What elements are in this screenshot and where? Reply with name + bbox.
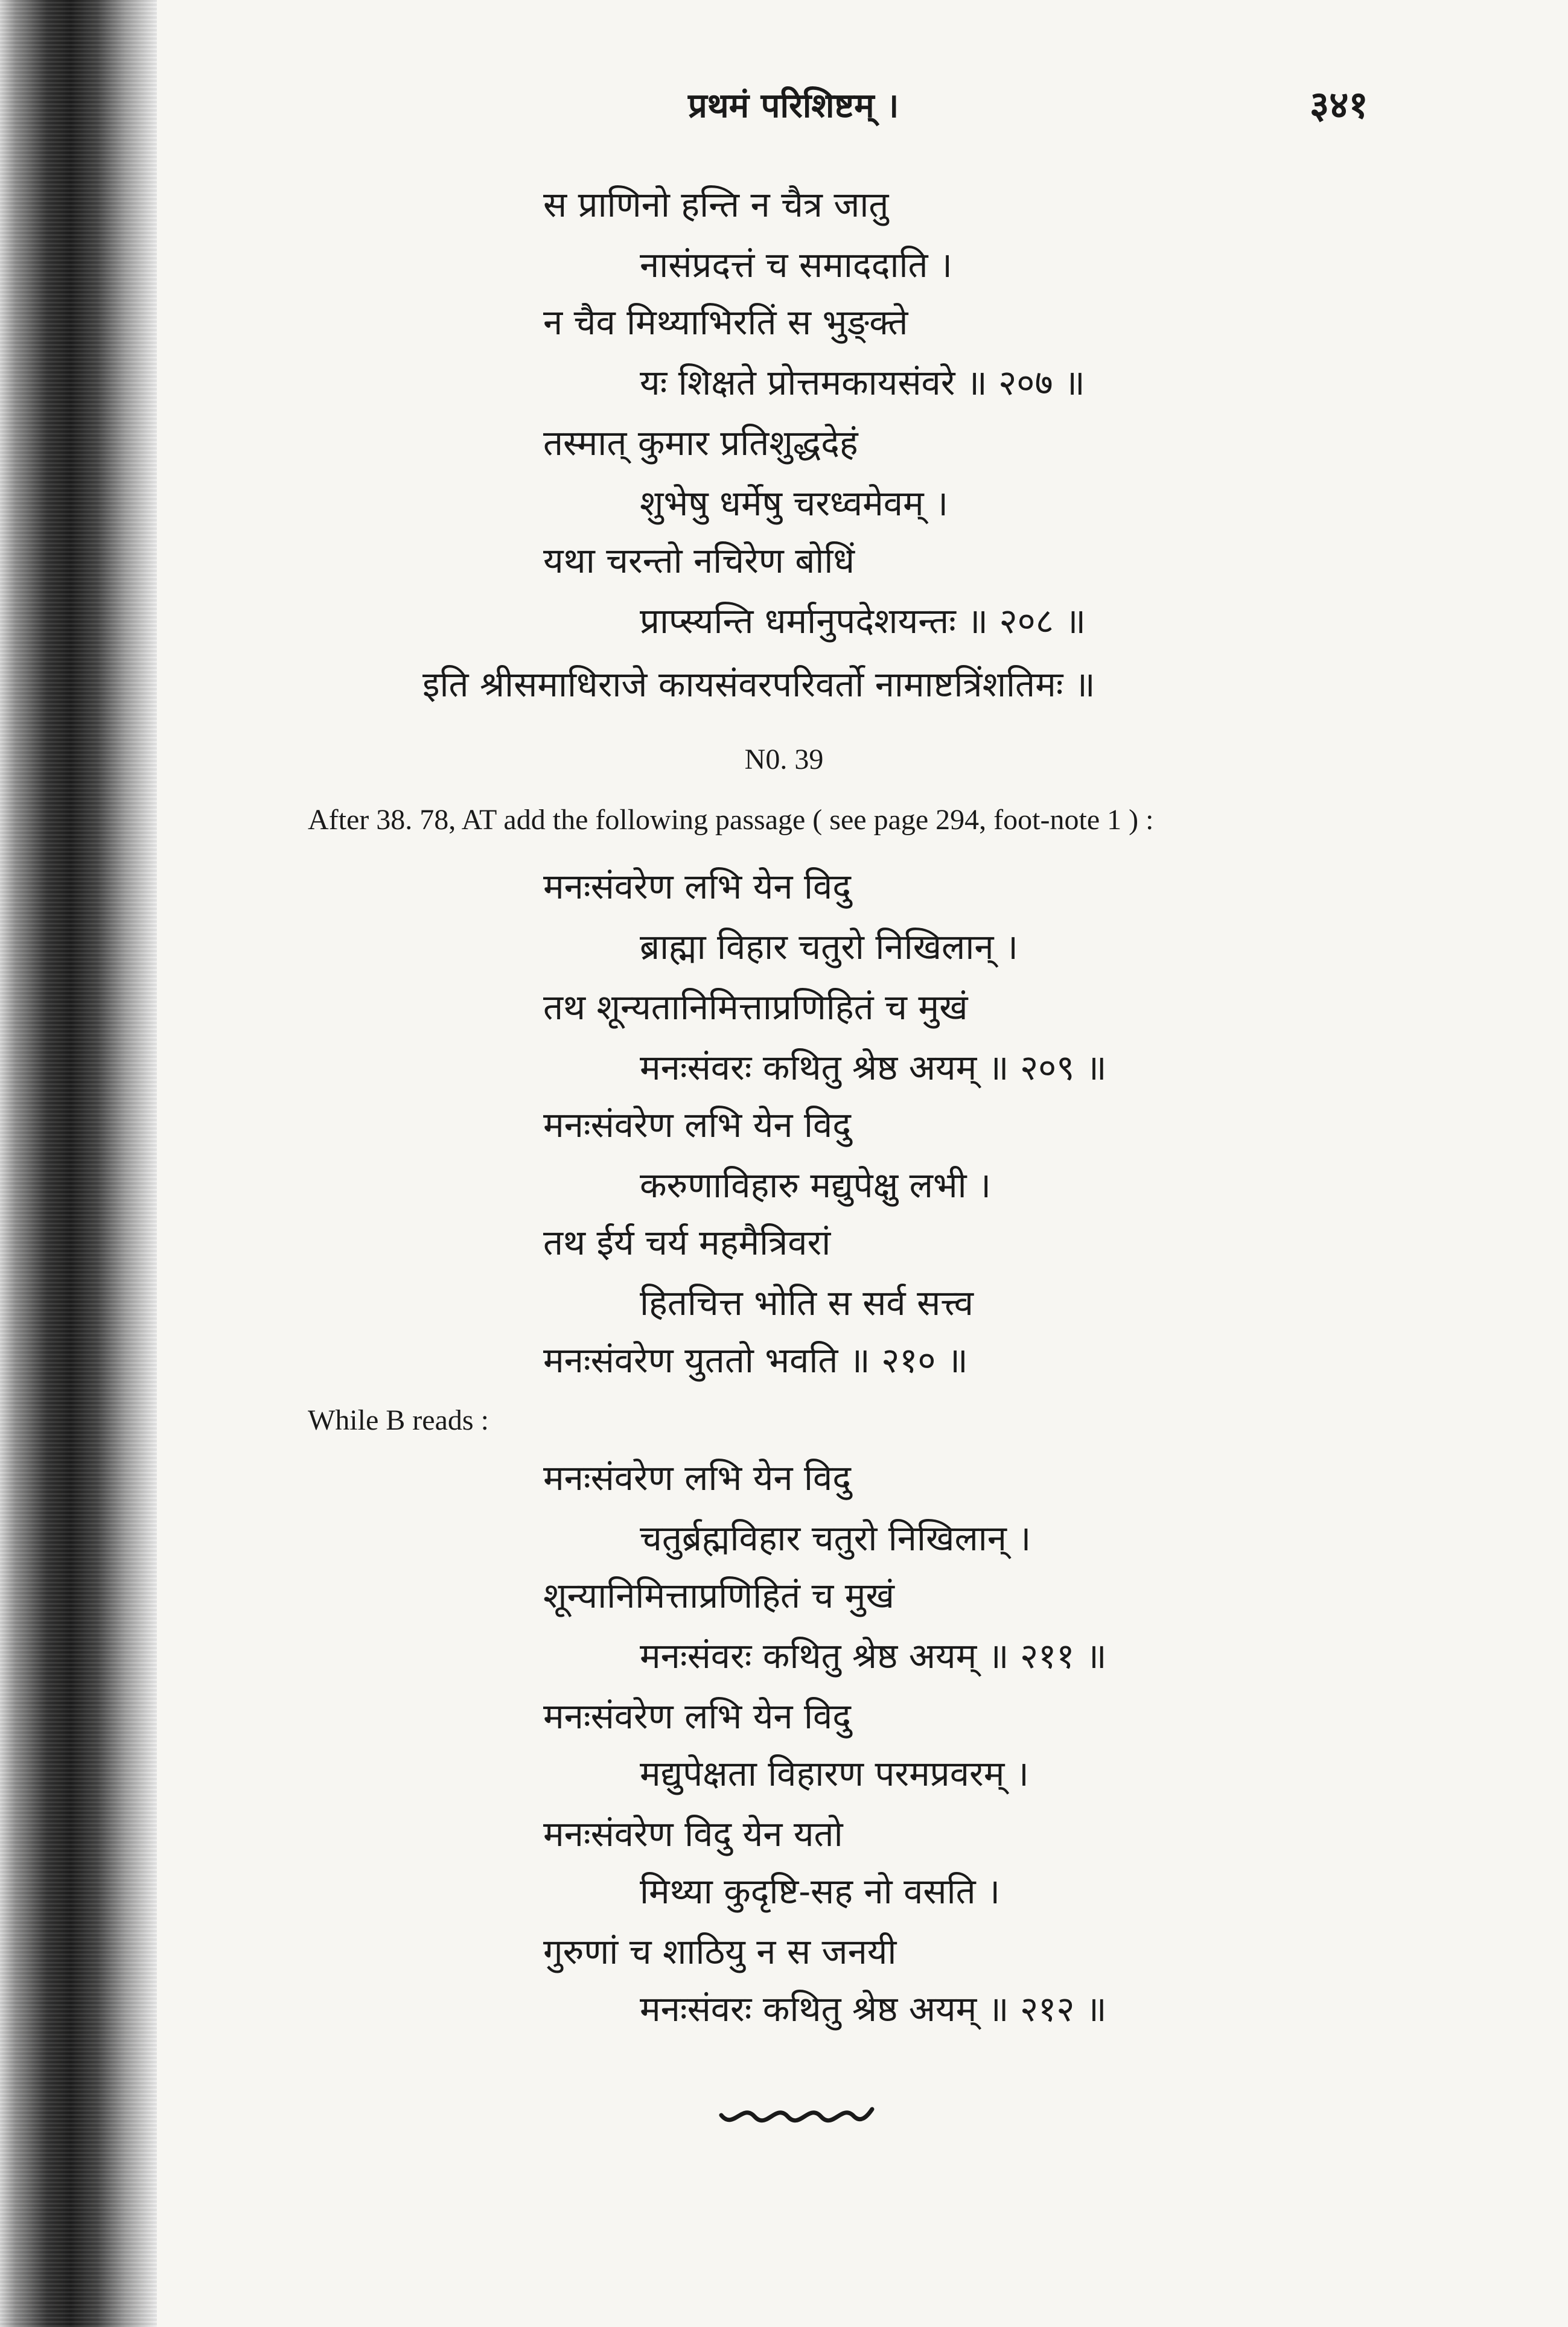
verse-line: यथा चरन्तो नचिरेण बोधिं: [543, 540, 855, 581]
end-ornament: [718, 2097, 875, 2133]
verse-line: मनःसंवरेण लभि येन विदु: [543, 1104, 852, 1145]
book-spine-shadow: [0, 0, 157, 2327]
verse-line: मनःसंवरेण लभि येन विदु: [543, 1457, 852, 1498]
verse-line: गुरुणां च शाठियु न स जनयी: [543, 1931, 897, 1972]
verse-line: तस्मात् कुमार प्रतिशुद्धदेहं: [543, 422, 858, 463]
verse-line: न चैव मिथ्याभिरतिं स भुङ्क्ते: [543, 302, 908, 343]
verse-line: चतुर्ब्रह्मविहार चतुरो निखिलान् ।: [640, 1518, 1031, 1559]
section-heading: N0. 39: [744, 743, 824, 775]
verse-line: मनःसंवरेण युततो भवति ॥ २१० ॥: [543, 1340, 968, 1381]
verse-line: करुणाविहारु मद्युपेक्षु लभी ।: [640, 1165, 992, 1206]
verse-line: नासंप्रदत्तं च समाददाति ।: [640, 244, 953, 285]
verse-line: मद्युपेक्षता विहारण परमप्रवरम् ।: [640, 1753, 1029, 1794]
verse-line: तथ ईर्य चर्य महमैत्रिवरां: [543, 1222, 831, 1263]
verse-line: शून्यानिमित्ताप्रणिहितं च मुखं: [543, 1575, 894, 1616]
verse-line: मनःसंवरः कथितु श्रेष्ठ अयम् ॥ २१२ ॥: [640, 1988, 1107, 2029]
verse-line: स प्राणिनो हन्ति न चैत्र जातु: [543, 184, 889, 225]
verse-line: मनःसंवरः कथितु श्रेष्ठ अयम् ॥ २०९ ॥: [640, 1047, 1107, 1088]
chapter-colophon: इति श्रीसमाधिराजे कायसंवरपरिवर्तो नामाष्टत्रिंशतिमः ॥: [422, 664, 1095, 705]
verse-line: मिथ्या कुदृष्टि-सह नो वसति ।: [640, 1871, 1001, 1912]
verse-line: तथ शून्यतानिमित्ताप्रणिहितं च मुखं: [543, 987, 968, 1028]
intro-note: After 38. 78, AT add the following passage ( see page 294, foot-note 1 ) :: [308, 804, 1154, 836]
verse-line: मनःसंवरेण लभि येन विदु: [543, 866, 852, 907]
variant-label: While B reads :: [308, 1404, 489, 1436]
page-number: ३४१: [1310, 83, 1368, 127]
verse-line: हितचित्त भोति स सर्व सत्त्व: [640, 1282, 974, 1323]
verse-line: मनःसंवरेण लभि येन विदु: [543, 1696, 852, 1737]
verse-line: ब्राह्मा विहार चतुरो निखिलान् ।: [640, 926, 1019, 967]
verse-line: प्राप्स्यन्ति धर्मानुपदेशयन्तः ॥ २०८ ॥: [640, 600, 1086, 641]
verse-line: मनःसंवरेण विदु येन यतो: [543, 1813, 843, 1854]
verse-line: यः शिक्षते प्रोत्तमकायसंवरे ॥ २०७ ॥: [640, 362, 1085, 403]
verse-line: शुभेषु धर्मेषु चरध्वमेवम् ।: [640, 483, 949, 524]
verse-line: मनःसंवरः कथितु श्रेष्ठ अयम् ॥ २११ ॥: [640, 1635, 1107, 1676]
running-header-title: प्रथमं परिशिष्टम् ।: [688, 86, 899, 126]
